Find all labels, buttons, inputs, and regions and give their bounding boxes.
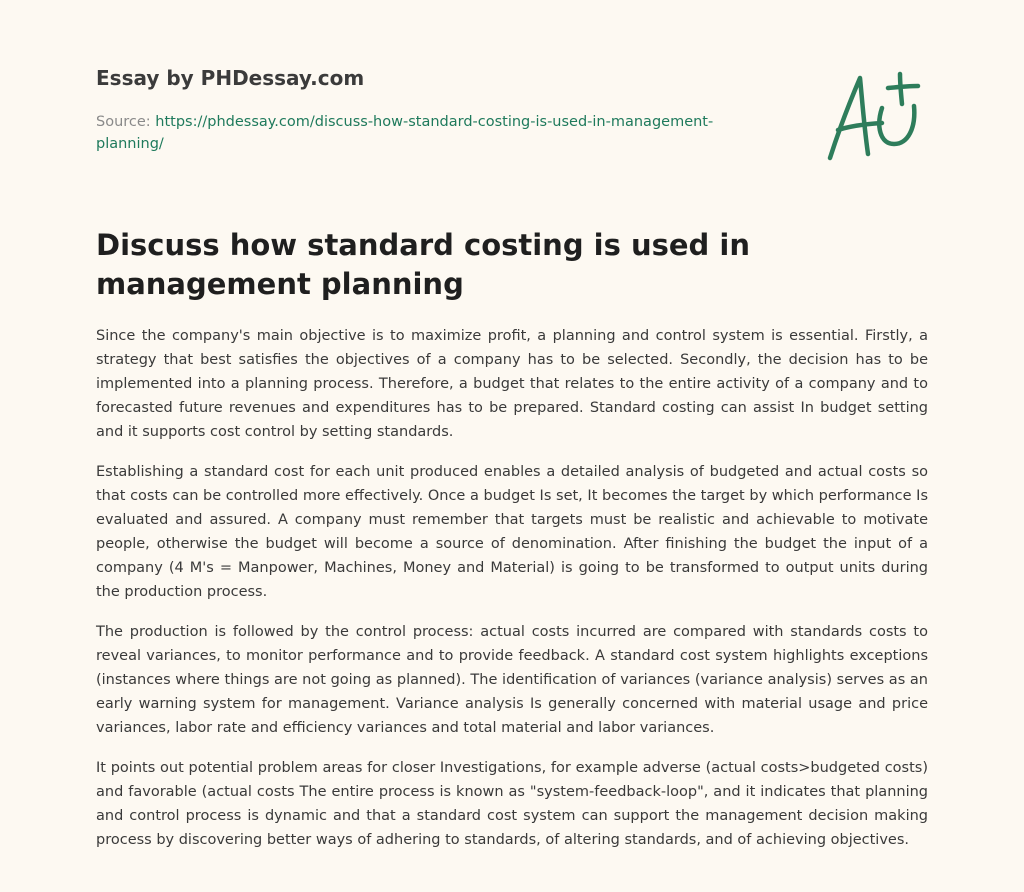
essay-body (96, 324, 928, 868)
essay-paragraph: The production is followed by the control process: actual costs incurred are compared with standards costs to reveal variances, to monitor performance and to provide feedback. A standard cost system highlights exceptions (instances where things are not going as planned). The identification of variances (variance analysis) serves as an early warning system for management. Variance analysis Is generally concerned with material usage and price variances, labor rate and efficiency variances and total material and labor variances. (96, 624, 928, 736)
essay-paragraph: Establishing a standard cost for each unit produced enables a detailed analysis of budgeted and actual costs so that costs can be controlled more effectively. Once a budget Is set, It becomes the target by which performance Is evaluated and assured. A company must remember that targets must be realistic and achievable to motivate people, otherwise the budget will become a source of denomination. After finishing the budget the input of a company (4 M's = Manpower, Machines, Money and Material) is going to be transformed to output units during the production process. (96, 464, 928, 600)
essay-title: Discuss how standard costing is used in management planning (96, 228, 751, 301)
brand-title: Essay by PHDessay.com (96, 66, 365, 90)
source-label: Source: (96, 114, 151, 130)
source-link[interactable]: https://phdessay.com/discuss-how-standard-costing-is-used-in-management-planning/ (96, 114, 714, 152)
essay-paragraph: It points out potential problem areas for closer Investigations, for example adverse (actual costs>budgeted costs) and favorable (actual costs The entire process is known as "system-feedback-loop", and it indicates that planning and control process is dynamic and that a standard cost system can support the management decision making process by discovering better ways of adhering to standards, of altering standards, and of achieving objectives. (96, 760, 928, 848)
a-plus-logo-icon (824, 68, 928, 166)
essay-paragraph: Since the company's main objective is to maximize profit, a planning and control system is essential. Firstly, a strategy that best satisfies the objectives of a company has to be selected. Secondly, the decision has to be implemented into a planning process. Therefore, a budget that relates to the entire activity of a company and to forecasted future revenues and expenditures has to be prepared. Standard costing can assist In budget setting and it supports cost control by setting standards. (96, 328, 928, 440)
source-line (96, 111, 756, 155)
